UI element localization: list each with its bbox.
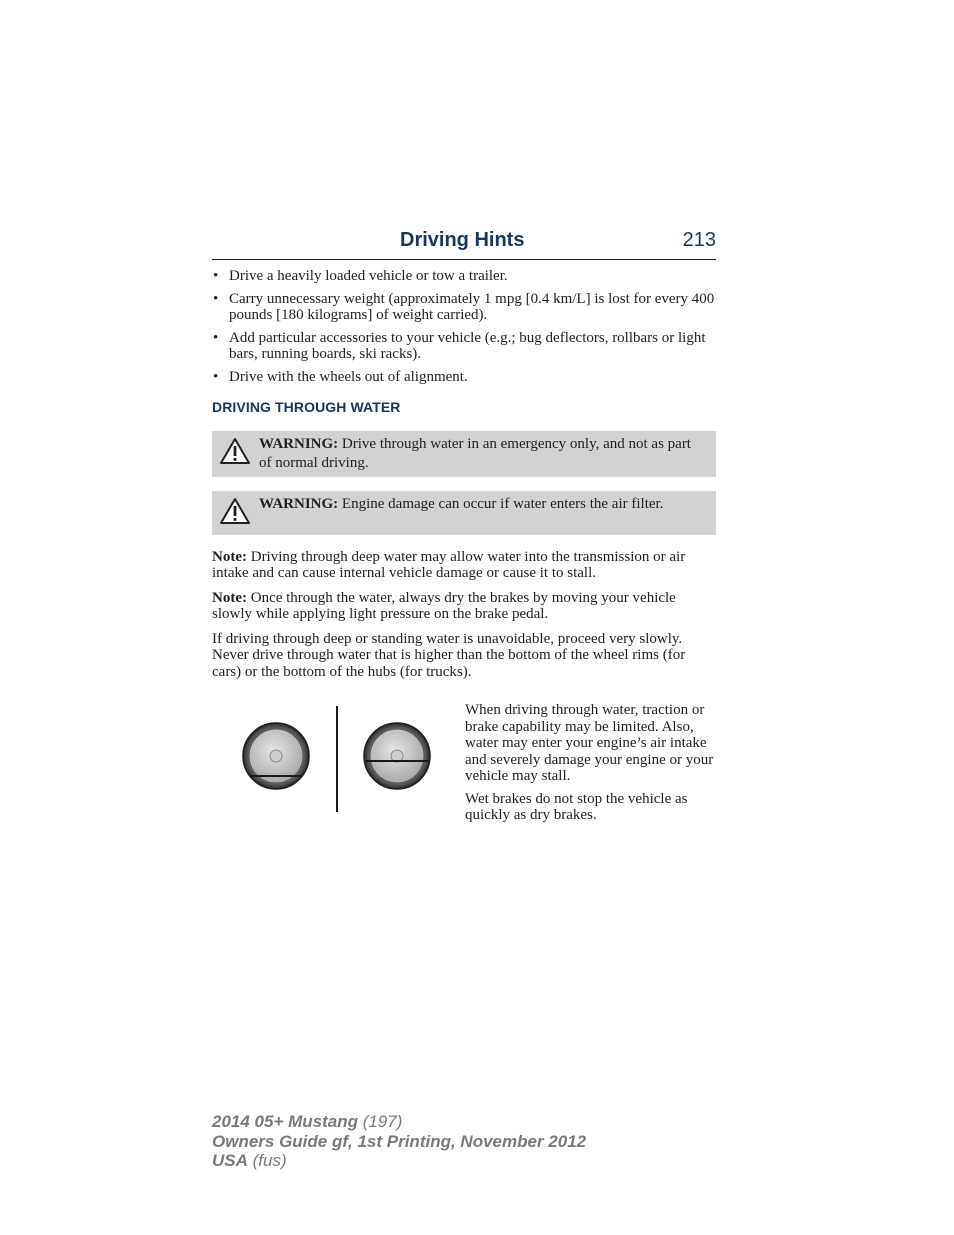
note-paragraph [212,590,716,623]
list-item [212,291,716,324]
list-item-text: Drive a heavily loaded vehicle or tow a trailer. [229,268,508,284]
right-wheel-icon [364,723,430,789]
wheel-water-level-illustration [237,706,437,814]
warning-triangle-icon [219,497,251,525]
list-item-text: Drive with the wheels out of alignment. [229,368,468,385]
warning-text [259,435,706,473]
figure-row [212,702,716,842]
bullet-list [212,268,716,385]
footer-line [212,1132,586,1152]
page-header [212,229,716,260]
warning-body: Drive through water in an emergency only, and not as part of normal driving. [259,435,691,471]
note-body: Once through the water, always dry the brakes by moving your vehicle slowly while applying light pressure on the brake pedal. [212,589,676,622]
footer-market-code: (fus) [247,1151,287,1170]
list-item-text: Add particular accessories to your vehicle (e.g.; bug deflectors, rollbars or light bars, running boards, ski racks). [229,329,706,362]
left-wheel-icon [243,723,309,789]
bullet-icon: • [213,268,219,284]
list-item-text: Carry unnecessary weight (approximately 1 mpg [0.4 km/L] is lost for every 400 pounds [180 kilograms] of weight carried). [229,290,715,323]
footer-code: (197) [358,1112,403,1131]
note-paragraph [212,549,716,582]
warning-label: WARNING: [259,495,339,512]
body-paragraph: If driving through deep or standing water is unavoidable, proceed very slowly. Never drive through water that is higher than the bottom of the wheel rims (for cars) or the bottom of the hubs (for trucks). [212,630,686,680]
section-title: Driving Hints [400,229,525,251]
warning-triangle-icon [219,437,251,465]
bullet-icon: • [213,290,219,307]
figure-text-paragraph: Wet brakes do not stop the vehicle as quickly as dry brakes. [465,790,688,823]
list-item [212,369,716,386]
note-label: Note: [212,589,247,606]
warning-box [212,491,716,535]
figure-text-paragraph: When driving through water, traction or brake capability may be limited. Also, water may enter your engine’s air intake and severely damage your engine or your vehicle may stall. [465,702,714,784]
warning-label: WARNING: [259,435,339,452]
warning-text [259,495,706,514]
footer-model: 2014 05+ Mustang [212,1112,358,1131]
page-content [212,268,716,842]
footer-line [212,1151,586,1171]
section-heading: DRIVING THROUGH WATER [212,399,401,415]
note-label: Note: [212,548,247,565]
footer-printing: Owners Guide gf, 1st Printing, November 2012 [212,1131,587,1151]
bullet-icon: • [213,368,219,385]
footer-line [212,1112,586,1132]
warning-body: Engine damage can occur if water enters the air filter. [338,495,664,512]
list-item [212,330,716,363]
bullet-icon: • [213,329,219,346]
page-footer [212,1112,586,1171]
list-item [212,268,716,285]
page-number: 213 [682,229,716,251]
warning-box [212,431,716,477]
note-body: Driving through deep water may allow water into the transmission or air intake and can cause internal vehicle damage or cause it to stall. [212,548,686,581]
figure-caption [465,702,716,830]
footer-market: USA [212,1151,248,1170]
